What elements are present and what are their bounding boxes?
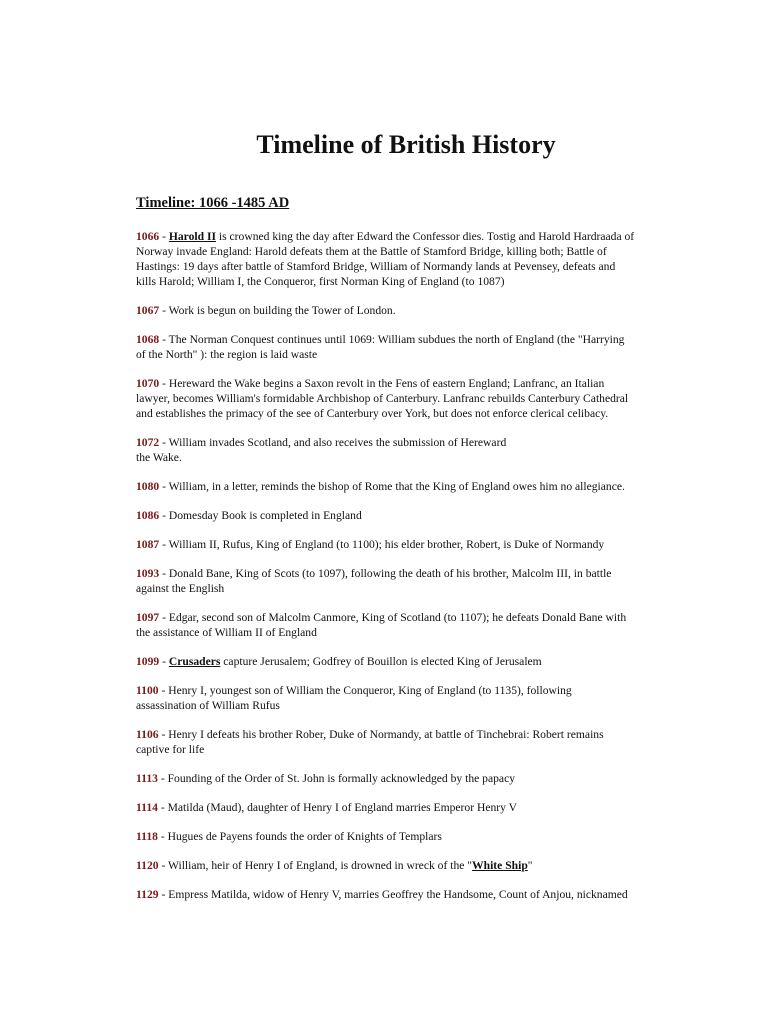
entry-year: 1086 bbox=[136, 509, 160, 522]
entry-year: 1113 bbox=[136, 772, 158, 785]
entry-year: 1106 bbox=[136, 728, 159, 741]
timeline-entry bbox=[136, 435, 676, 465]
entry-text: Donald Bane, King of Scots (to 1097), following the death of his brother, Malcolm III, in battle against the English bbox=[136, 567, 612, 595]
entry-separator: - bbox=[158, 859, 169, 872]
entry-separator: - bbox=[157, 772, 168, 785]
entry-text: Work is begun on building the Tower of London. bbox=[168, 304, 396, 317]
entry-year: 1114 bbox=[136, 801, 158, 814]
timeline-entry bbox=[136, 829, 676, 844]
entry-separator: - bbox=[158, 888, 169, 901]
entry-year: 1099 bbox=[136, 655, 160, 668]
entry-text: William, in a letter, reminds the bishop of Rome that the King of England owes him no allegiance. bbox=[168, 480, 625, 493]
entry-year: 1120 bbox=[136, 859, 159, 872]
entry-separator: - bbox=[157, 830, 168, 843]
entry-year: 1097 bbox=[136, 611, 160, 624]
timeline-entry bbox=[136, 566, 676, 596]
entry-year: 1067 bbox=[136, 304, 160, 317]
timeline-entry bbox=[136, 537, 676, 552]
entry-text: Hereward the Wake begins a Saxon revolt in the Fens of eastern England; Lanfranc, an Italian lawyer, becomes William's formidable Archbishop of Canterbury. Lanfranc rebuilds Canterbury Cathedral and establishes the primacy of the see of Canterbury over York, but does not enforce clerical celibacy. bbox=[136, 377, 629, 420]
timeline-entry bbox=[136, 376, 676, 421]
entry-year: 1080 bbox=[136, 480, 160, 493]
timeline-entry bbox=[136, 654, 676, 669]
entry-text: The Norman Conquest continues until 1069: William subdues the north of England (the "Harrying of the North" ): the region is laid waste bbox=[136, 333, 625, 361]
entry-separator: - bbox=[159, 304, 169, 317]
entry-year: 1068 bbox=[136, 333, 160, 346]
entry-separator: - bbox=[157, 801, 168, 814]
entry-separator: - bbox=[158, 728, 169, 741]
entry-separator: - bbox=[159, 611, 169, 624]
entry-separator: - bbox=[159, 655, 169, 668]
entry-year: 1093 bbox=[136, 567, 160, 580]
entry-year: 1087 bbox=[136, 538, 160, 551]
timeline-entries bbox=[136, 229, 676, 916]
entry-link-harold-ii[interactable]: Harold II bbox=[168, 230, 216, 243]
entry-separator: - bbox=[159, 509, 169, 522]
entry-text: Founding of the Order of St. John is formally acknowledged by the papacy bbox=[167, 772, 516, 785]
entry-text: Domesday Book is completed in England bbox=[168, 509, 362, 522]
entry-text: Empress Matilda, widow of Henry V, marries Geoffrey the Handsome, Count of Anjou, nicknamed bbox=[168, 888, 628, 901]
entry-text: capture Jerusalem; Godfrey of Bouillon is elected King of Jerusalem bbox=[220, 655, 542, 668]
entry-separator: - bbox=[159, 377, 169, 390]
entry-text: William II, Rufus, King of England (to 1100); his elder brother, Robert, is Duke of Normandy bbox=[168, 538, 605, 551]
entry-separator: - bbox=[159, 567, 169, 580]
entry-year: 1118 bbox=[136, 830, 158, 843]
entry-link-crusaders[interactable]: Crusaders bbox=[168, 655, 221, 668]
entry-text: William invades Scotland, and also receives the submission of Hereward the Wake. bbox=[136, 436, 507, 464]
timeline-subtitle: Timeline: 1066 -1485 AD bbox=[136, 195, 290, 211]
timeline-entry bbox=[136, 303, 676, 318]
page-title: Timeline of British History bbox=[256, 130, 556, 159]
entry-year: 1100 bbox=[136, 684, 159, 697]
entry-year: 1129 bbox=[136, 888, 159, 901]
entry-text: Henry I, youngest son of William the Conqueror, King of England (to 1135), following assassination of William Rufus bbox=[136, 684, 572, 712]
entry-separator: - bbox=[159, 436, 169, 449]
entry-year: 1070 bbox=[136, 377, 160, 390]
entry-text: Edgar, second son of Malcolm Canmore, King of Scotland (to 1107); he defeats Donald Bane with the assistance of William II of England bbox=[136, 611, 627, 639]
entry-text: Henry I defeats his brother Rober, Duke of Normandy, at battle of Tinchebrai: Robert remains captive for life bbox=[136, 728, 604, 756]
timeline-entry bbox=[136, 683, 676, 713]
entry-text: Matilda (Maud), daughter of Henry I of England marries Emperor Henry V bbox=[167, 801, 518, 814]
timeline-entry bbox=[136, 610, 676, 640]
timeline-entry bbox=[136, 229, 676, 289]
entry-text: William, heir of Henry I of England, is drowned in wreck of the " bbox=[168, 859, 473, 872]
entry-link-white-ship[interactable]: White Ship bbox=[472, 859, 528, 872]
entry-separator: - bbox=[159, 333, 169, 346]
entry-separator: - bbox=[158, 684, 169, 697]
timeline-entry bbox=[136, 887, 676, 902]
entry-separator: - bbox=[159, 230, 169, 243]
entry-year: 1066 bbox=[136, 230, 160, 243]
timeline-entry bbox=[136, 332, 676, 362]
entry-text: is crowned king the day after Edward the Confessor dies. Tostig and Harold Hardraada of Norway invade England: Harold defeats them at the Battle of Stamford Bridge, killing both; Battle of Hastings: 19 days after battle of Stamford Bridge, William of Normandy lands at Pevensey, defeats and kills Harold; William I, the Conqueror, first Norman King of England (to 1087) bbox=[136, 230, 635, 288]
timeline-entry bbox=[136, 800, 676, 815]
entry-text: Hugues de Payens founds the order of Knights of Templars bbox=[167, 830, 442, 843]
entry-separator: - bbox=[159, 480, 169, 493]
timeline-entry bbox=[136, 858, 676, 873]
entry-separator: - bbox=[159, 538, 169, 551]
timeline-entry bbox=[136, 479, 676, 494]
timeline-entry bbox=[136, 771, 676, 786]
entry-text-after: " bbox=[527, 859, 533, 872]
timeline-entry bbox=[136, 727, 676, 757]
timeline-entry bbox=[136, 508, 676, 523]
entry-year: 1072 bbox=[136, 436, 160, 449]
